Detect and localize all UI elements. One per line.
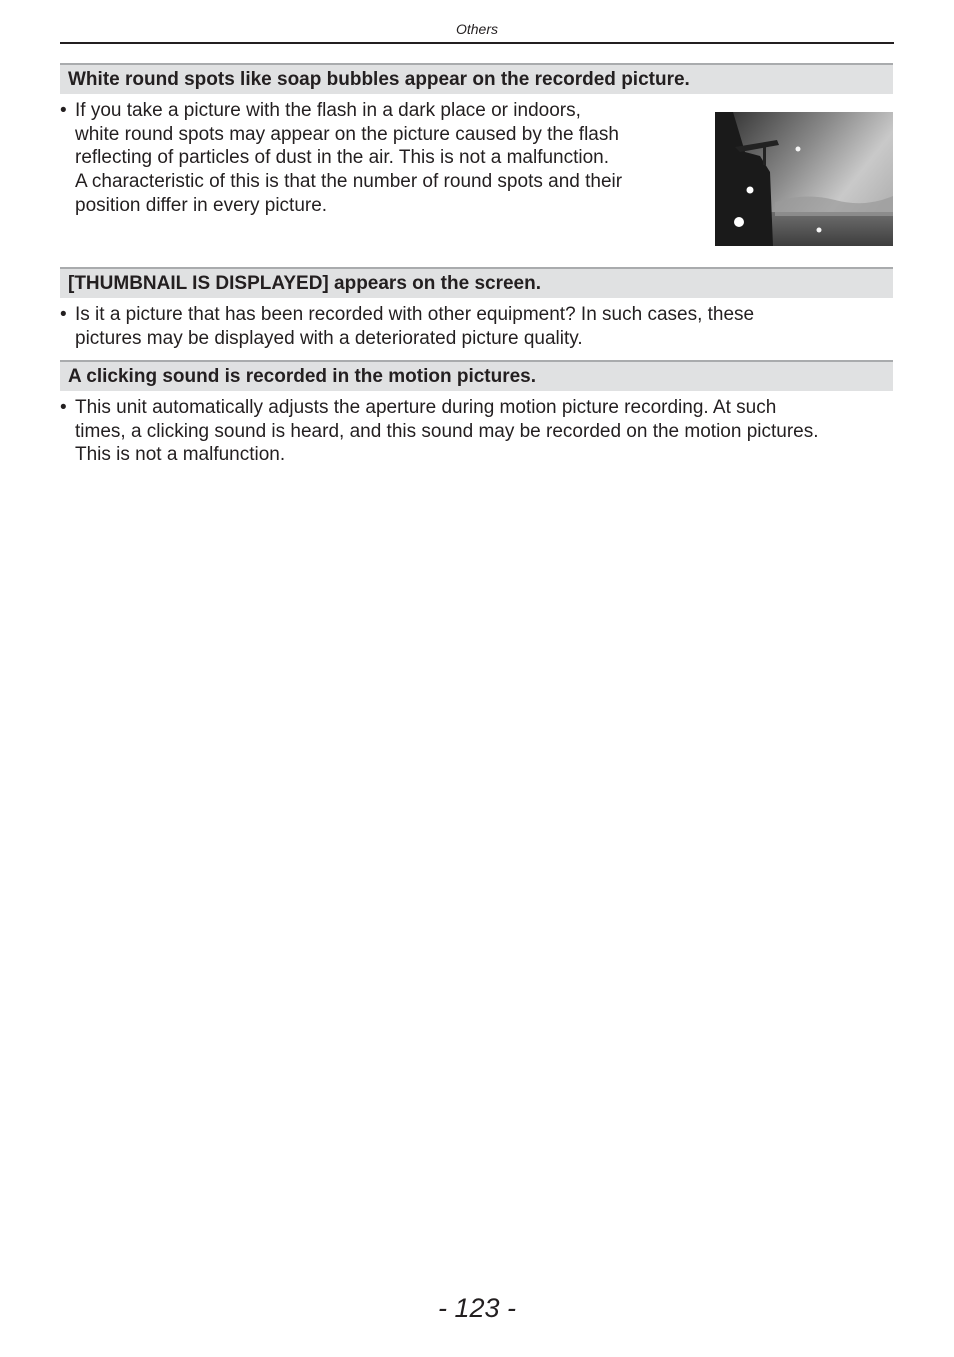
bullet-text: If you take a picture with the flash in a dark place or indoors, white round spots may appear on the picture caused by the flash reflecting of particles of dust in the air. This is not a malfunction. A characteristic of this is that the number of round spots and their position differ in every picture.	[75, 100, 623, 216]
bullet-text: This unit automatically adjusts the aperture during motion picture recording. At such times, a clicking sound is heard, and this sound may be recorded on the motion pictures. This is not a malfunction.	[75, 397, 819, 466]
bullet-icon: •	[60, 304, 67, 325]
example-photo-white-spots	[715, 112, 893, 246]
header-section-label: Others	[455, 21, 498, 37]
section-heading-clicking-sound: A clicking sound is recorded in the motion pictures.	[60, 360, 893, 391]
page-number: - 123 -	[437, 1293, 517, 1323]
bullet-icon: •	[60, 397, 67, 418]
bullet-icon: •	[60, 100, 67, 121]
bullet-text: Is it a picture that has been recorded with other equipment? In such cases, these pictures may be displayed with a deteriorated picture quality.	[75, 304, 755, 349]
header-divider	[60, 42, 894, 44]
section-heading-thumbnail: [THUMBNAIL IS DISPLAYED] appears on the screen.	[60, 267, 893, 298]
section-heading-soap-bubbles: White round spots like soap bubbles appear on the recorded picture.	[60, 63, 893, 94]
